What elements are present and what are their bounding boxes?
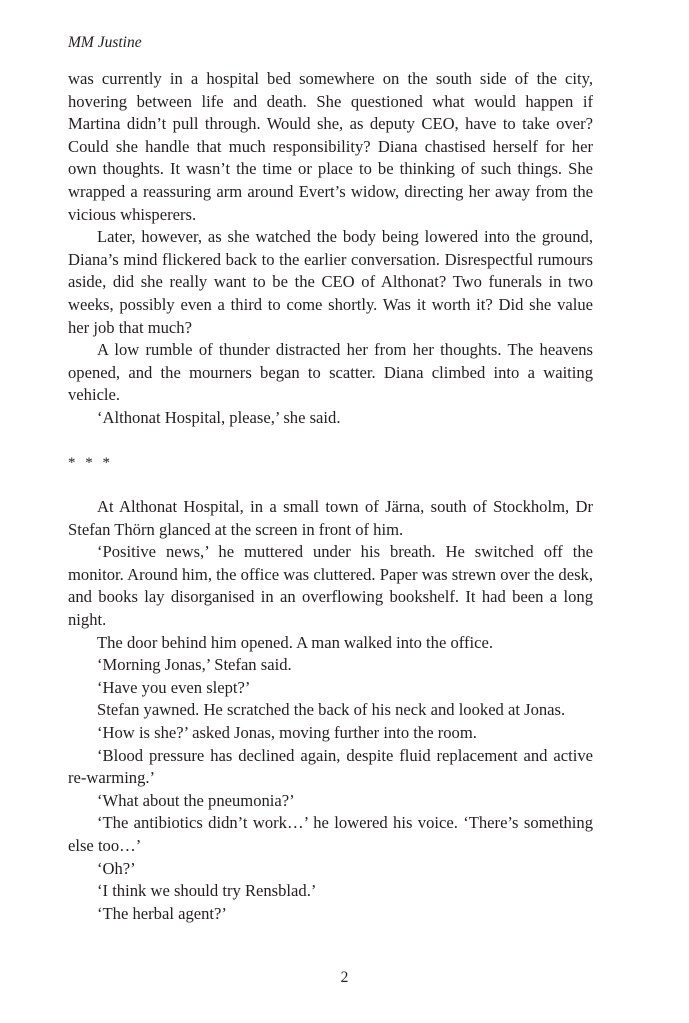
paragraph: ‘Positive news,’ he muttered under his breath. He switched off the monitor. Around him, the office was cluttered. Paper was strewn over the desk, and books lay disorganised in an overflowing bookshelf. It had been a long night.: [68, 542, 593, 630]
paragraph: Later, however, as she watched the body being lowered into the ground, Diana’s mind flickered back to the earlier conversation. Disrespectful rumours aside, did she really want to be the CEO of Althonat? Two funerals in two weeks, possibly even a third to come shortly. Was it worth it? Did she value her job that much?: [68, 227, 593, 337]
paragraph: At Althonat Hospital, in a small town of Järna, south of Stockholm, Dr Stefan Thörn glanced at the screen in front of him.: [68, 497, 593, 539]
page-number: 2: [340, 969, 349, 986]
dialogue-line: ‘What about the pneumonia?’: [97, 790, 295, 810]
paragraph: A low rumble of thunder distracted her from her thoughts. The heavens opened, and the mourners began to scatter. Diana climbed into a waiting vehicle.: [68, 340, 593, 405]
running-head-author: MM Justine: [68, 34, 142, 51]
paragraph: Stefan yawned. He scratched the back of his neck and looked at Jonas.: [97, 700, 566, 720]
dialogue-line: ‘I think we should try Rensblad.’: [97, 881, 317, 901]
dialogue-line: ‘How is she?’ asked Jonas, moving further into the room.: [97, 723, 477, 743]
dialogue-line: ‘The antibiotics didn’t work…’ he lowered his voice. ‘There’s something else too…’: [68, 813, 593, 855]
paragraph: was currently in a hospital bed somewhere on the south side of the city, hovering between life and death. She questioned what would happen if Martina didn’t pull through. Would she, as deputy CEO, have to take over? Could she handle that much responsibility? Diana chastised herself for her own thoughts. It wasn’t the time or place to be thinking of such things. She wrapped a reassuring arm around Evert’s widow, directing her away from the vicious whisperers.: [68, 69, 593, 224]
dialogue-line: ‘Morning Jonas,’ Stefan said.: [97, 655, 292, 675]
paragraph: ‘Althonat Hospital, please,’ she said.: [97, 407, 341, 427]
scene-break: * * *: [68, 454, 113, 471]
dialogue-line: ‘Have you even slept?’: [97, 677, 251, 697]
dialogue-line: ‘Oh?’: [97, 858, 136, 878]
dialogue-line: ‘The herbal agent?’: [97, 903, 227, 923]
paragraph: The door behind him opened. A man walked into the office.: [97, 632, 494, 652]
dialogue-line: ‘Blood pressure has declined again, despite fluid replacement and active re-warming.’: [68, 745, 593, 788]
body-text: [68, 68, 593, 925]
